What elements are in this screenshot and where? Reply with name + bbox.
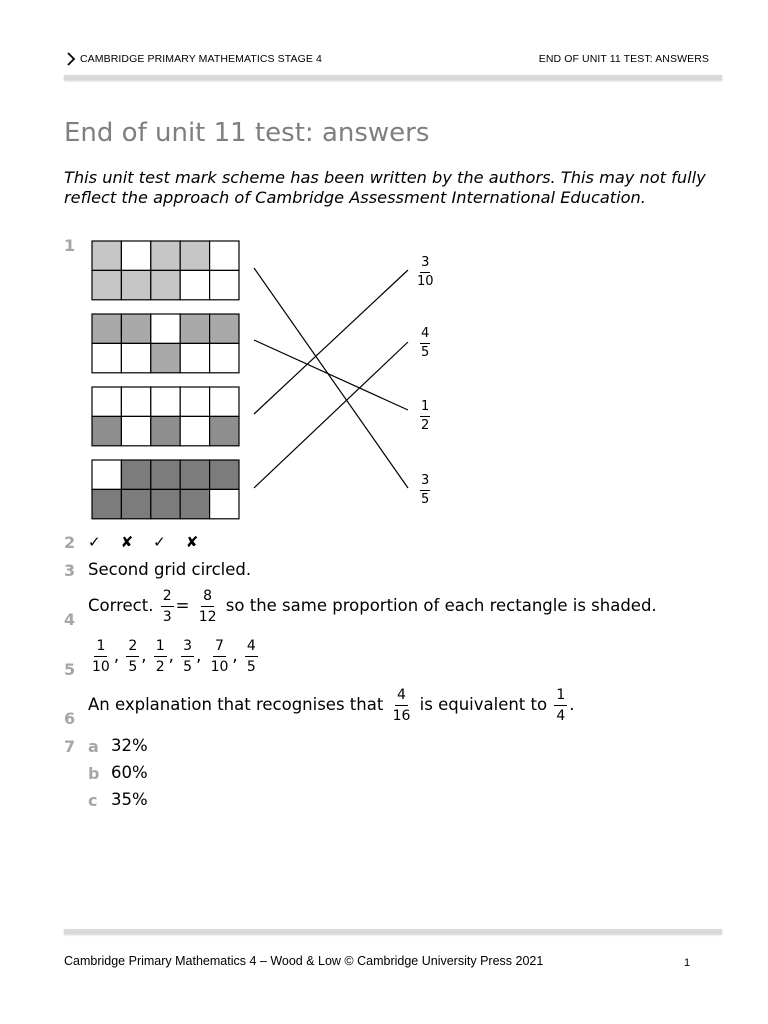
q2-mark-2: ✘ (120, 533, 134, 551)
q7-part-c-letter: c (88, 791, 98, 810)
q2-marks (88, 532, 218, 551)
header-rule (64, 75, 722, 80)
q5-answer: $\frac{1}{10}$ , $\frac{2}{5}$ , $\frac{1}{2}$ , $\frac{3}{5}$ , $\frac{7}{10}$ , $\frac{4}{5}$ (92, 638, 256, 675)
q2-mark-4: ✘ (185, 533, 199, 551)
q5-fraction-4: $\frac{3}{5}$ (183, 638, 193, 675)
q1-grid-1-cell (210, 270, 239, 299)
header-left-text: CAMBRIDGE PRIMARY MATHEMATICS STAGE 4 (80, 53, 322, 65)
q4-text-after: so the same proportion of each rectangle is shaded. (225, 596, 657, 615)
q1-grid-3-cell (210, 387, 239, 416)
q1-grid-1-cell (210, 241, 239, 270)
q1-grid-3-cell (210, 416, 239, 445)
q5-fraction-6: $\frac{4}{5}$ (246, 638, 256, 675)
q1-grid-3-cell (180, 387, 209, 416)
q1-grid-4-cell (180, 460, 209, 489)
q7-part-a-letter: a (88, 737, 99, 756)
q1-grid-2-cell (151, 343, 180, 372)
q5-fraction-3: $\frac{1}{2}$ (155, 638, 165, 675)
q4-answer (88, 588, 657, 625)
q1-grid-1-cell (92, 241, 121, 270)
question-number-4: 4 (64, 610, 76, 629)
q1-grid-1-cell (180, 270, 209, 299)
footer-text: Cambridge Primary Mathematics 4 – Wood & Low © Cambridge University Press 2021 (64, 954, 544, 968)
question-number-7: 7 (64, 737, 76, 756)
q1-grid-2-cell (180, 343, 209, 372)
q1-grid-3-cell (151, 416, 180, 445)
question-number-2: 2 (64, 533, 76, 552)
q5-fraction-2: $\frac{2}{5}$ (128, 638, 138, 675)
q1-grid-4-cell (210, 489, 239, 518)
q1-fraction-label-2: 4 5 (421, 326, 430, 360)
q1-grid-3-cell (151, 387, 180, 416)
q1-grid-1-cell (121, 270, 150, 299)
q1-grid-2-cell (92, 343, 121, 372)
q1-grid-3-cell (121, 416, 150, 445)
q6-text-middle: is equivalent to (419, 695, 548, 714)
q1-grid-2-cell (210, 343, 239, 372)
q1-grid-1-cell (151, 270, 180, 299)
q1-grid-2-cell (121, 343, 150, 372)
q1-grid-2-cell (121, 314, 150, 343)
q6-text-before: An explanation that recognises that (88, 695, 384, 714)
q1-grid-4-cell (151, 460, 180, 489)
q2-mark-3: ✓ (153, 533, 166, 551)
q1-grid-4-cell (210, 460, 239, 489)
header-right-text: END OF UNIT 11 TEST: ANSWERS (538, 53, 709, 65)
header-chevron-icon (66, 51, 76, 71)
q7-part-b-answer: 60% (111, 763, 148, 782)
q1-fraction-label-4: 3 5 (421, 473, 430, 507)
question-number-3: 3 (64, 561, 76, 580)
q5-fraction-5: $\frac{7}{10}$ (210, 638, 229, 675)
q1-grid-4-cell (121, 460, 150, 489)
question-number-5: 5 (64, 660, 76, 679)
q4-fraction-a: $\frac{2}{3}$ (162, 588, 172, 625)
q1-grid-4-cell (121, 489, 150, 518)
q1-grid-3-cell (121, 387, 150, 416)
q1-grid-3-cell (180, 416, 209, 445)
q6-fraction-b: $\frac{1}{4}$ (556, 687, 566, 724)
q6-fraction-a: $\frac{4}{16}$ (392, 687, 411, 724)
q1-grid-3-cell (92, 387, 121, 416)
q1-matching-diagram (86, 238, 446, 520)
q7-part-a-answer: 32% (111, 736, 148, 755)
q1-grid-4-cell (92, 489, 121, 518)
q6-answer (88, 687, 575, 724)
q1-grid-4-cell (92, 460, 121, 489)
q4-text-before: Correct. (88, 596, 154, 615)
q1-fraction-label-1: 3 10 (417, 255, 434, 289)
q1-grid-2-cell (180, 314, 209, 343)
q1-grid-1-cell (151, 241, 180, 270)
q1-grid-1-cell (121, 241, 150, 270)
q1-grid-3-cell (92, 416, 121, 445)
q4-equals: = (175, 596, 190, 615)
q1-grid-2-cell (92, 314, 121, 343)
q1-fraction-label-3: 1 2 (421, 399, 430, 433)
q7-part-c-answer: 35% (111, 790, 148, 809)
q4-fraction-b: $\frac{8}{12}$ (198, 588, 217, 625)
q1-grid-4-cell (151, 489, 180, 518)
page-number: 1 (684, 957, 691, 969)
page-title: End of unit 11 test: answers (64, 118, 430, 148)
q1-grid-1-cell (180, 241, 209, 270)
q3-answer: Second grid circled. (88, 560, 252, 579)
q6-text-after: . (569, 695, 575, 714)
q1-grid-4-cell (180, 489, 209, 518)
question-number-1: 1 (64, 236, 76, 255)
q2-mark-1: ✓ (88, 533, 101, 551)
q1-grid-2-cell (151, 314, 180, 343)
q1-grid-1-cell (92, 270, 121, 299)
q1-grid-2-cell (210, 314, 239, 343)
question-number-6: 6 (64, 709, 76, 728)
intro-paragraph: This unit test mark scheme has been written by the authors. This may not fully reflect the approach of Cambridge Assessment International Education. (64, 168, 706, 207)
q5-fraction-1: $\frac{1}{10}$ (92, 638, 110, 675)
q7-part-b-letter: b (88, 764, 100, 783)
footer-rule (64, 929, 722, 934)
